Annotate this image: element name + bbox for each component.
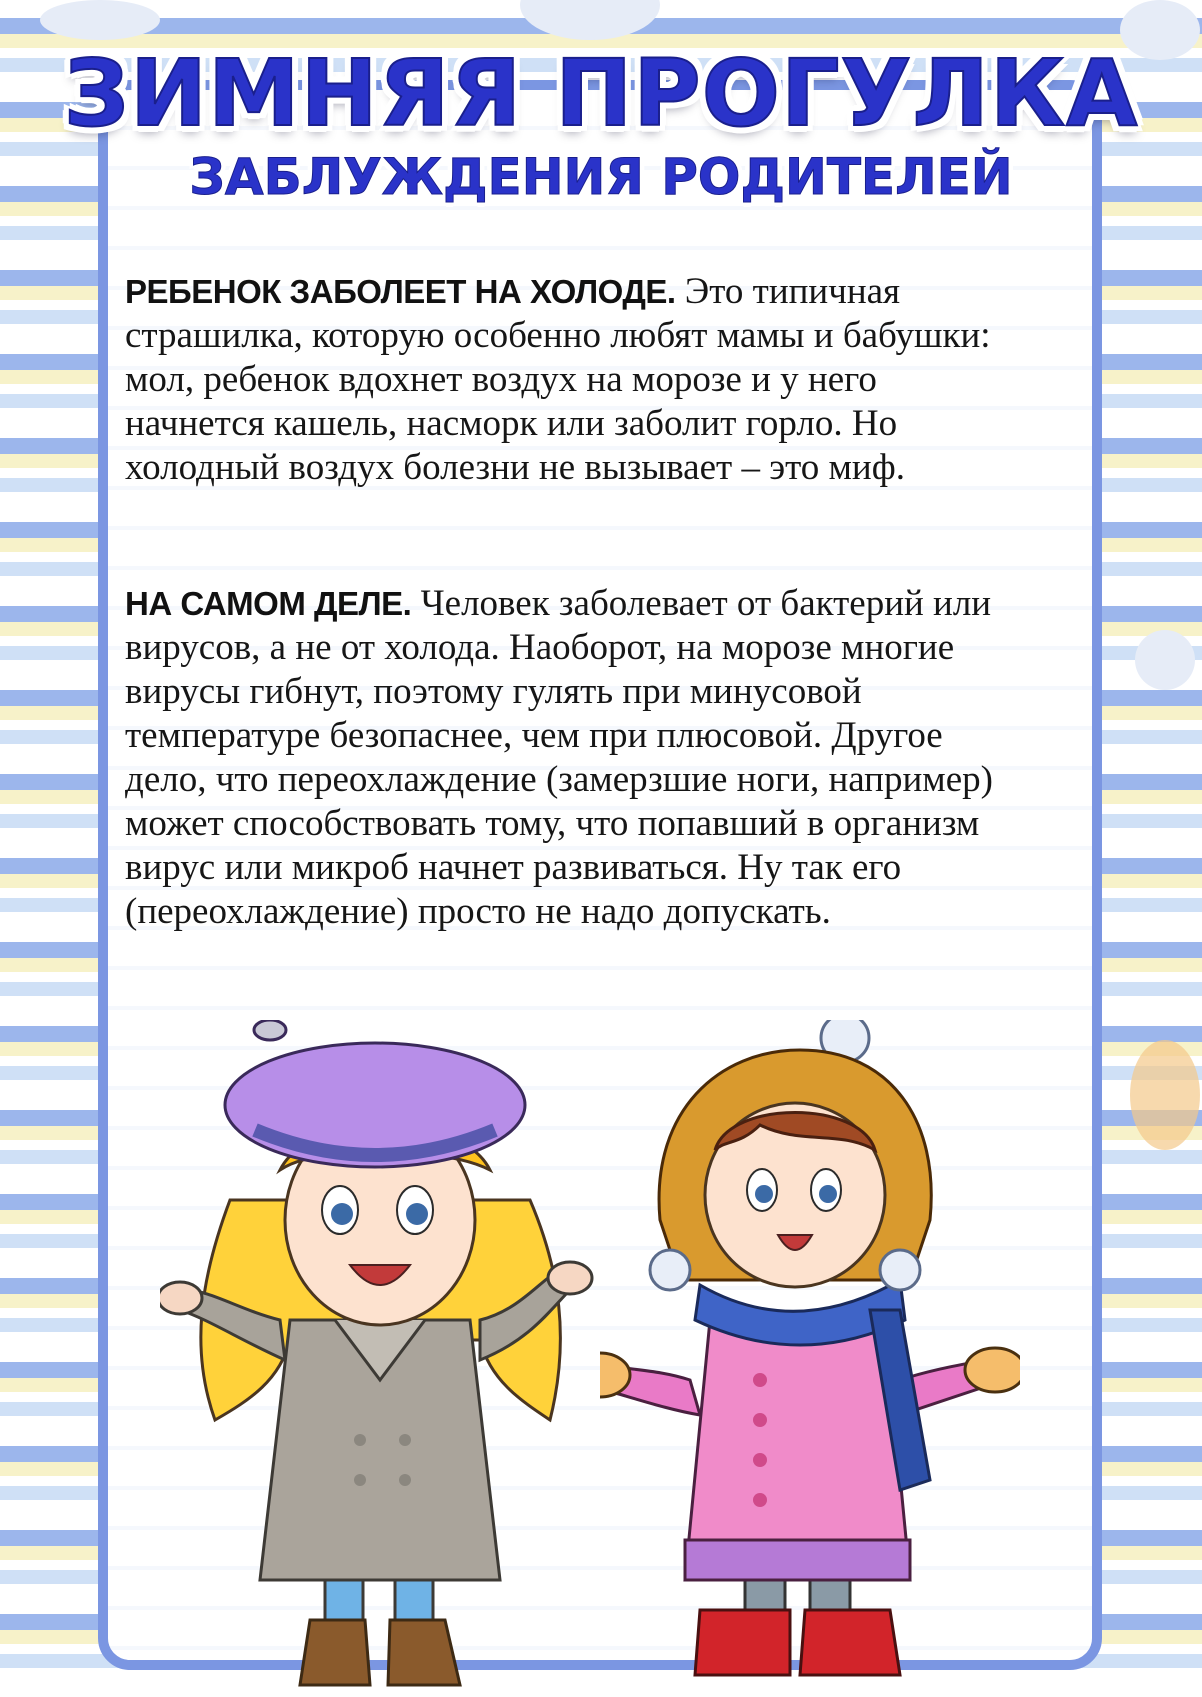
background-splash bbox=[1135, 630, 1195, 690]
background-splash bbox=[520, 0, 660, 40]
girl-illustration bbox=[160, 1020, 600, 1690]
background-splash bbox=[1130, 1040, 1200, 1150]
page-title: ЗИМНЯЯ ПРОГУЛКА bbox=[63, 40, 1139, 147]
background-splash bbox=[40, 0, 160, 40]
boy-illustration bbox=[600, 1020, 1020, 1690]
fact-paragraph bbox=[125, 582, 1000, 934]
myth-heading: РЕБЕНОК ЗАБОЛЕЕТ НА ХОЛОДЕ. bbox=[125, 273, 676, 310]
myth-paragraph bbox=[125, 270, 1000, 490]
page-subtitle: ЗАБЛУЖДЕНИЯ РОДИТЕЛЕЙ bbox=[189, 148, 1013, 206]
fact-heading: НА САМОМ ДЕЛЕ. bbox=[125, 585, 412, 622]
fact-text: Человек заболевает от бактерий или вирусов, а не от холода. Наоборот, на морозе многие вирусы гибнут, поэтому гулять при минусовой температуре безопаснее, чем при плюсовой. Другое дело, что переохлаждение (замерзшие ноги, например) может способствовать тому, что попавший в организм вирус или микроб начнет развиваться. Ну так его (переохлаждение) просто не надо допускать. bbox=[125, 583, 993, 932]
myth-text: Это типичная страшилка, которую особенно любят мамы и бабушки: мол, ребенок вдохнет воздух на морозе и у него начнется кашель, насморк или заболит горло. Но холодный воздух болезни не вызывает – это миф. bbox=[125, 271, 991, 488]
